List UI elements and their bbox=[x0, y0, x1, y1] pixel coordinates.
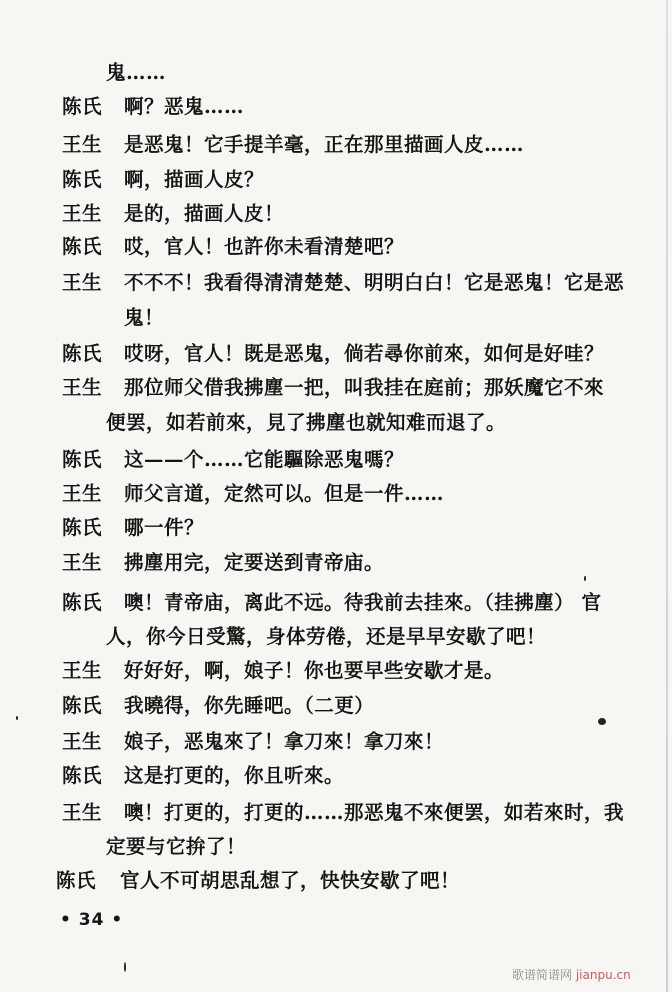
line-text: 噢！青帝庙，离此不远。待我前去挂來。（挂拂塵） 官 bbox=[124, 591, 602, 614]
speaker-name: 陈氏 bbox=[62, 448, 103, 471]
dialogue-line bbox=[0, 477, 672, 511]
dialogue-line bbox=[0, 689, 672, 723]
line-text: 哎，官人！也許你未看清楚吧？ bbox=[124, 235, 405, 258]
speaker-name: 陈氏 bbox=[62, 694, 103, 717]
dialogue-line bbox=[0, 443, 672, 477]
speaker-name: 王生 bbox=[62, 659, 103, 682]
dialogue-line bbox=[0, 56, 672, 90]
speaker-name: 陈氏 bbox=[62, 591, 103, 614]
dialogue-line bbox=[0, 654, 672, 688]
watermark-url: jianpu.cn bbox=[575, 968, 631, 982]
watermark bbox=[512, 966, 631, 983]
line-text: 鬼…… bbox=[106, 61, 167, 84]
dialogue-line bbox=[0, 371, 672, 405]
line-text: 啊？恶鬼…… bbox=[124, 95, 245, 118]
line-text: 官人不可胡思乱想了，快快安歇了吧！ bbox=[120, 869, 461, 892]
line-text: 娘子，恶鬼來了！拿刀來！拿刀來！ bbox=[124, 730, 445, 753]
dialogue-line bbox=[0, 511, 672, 545]
line-text: 拂塵用完，定要送到青帝庙。 bbox=[124, 551, 385, 574]
line-text: 是的，描画人皮！ bbox=[124, 202, 285, 225]
dialogue-line bbox=[0, 406, 672, 440]
line-text: 那位师父借我拂塵一把，叫我挂在庭前；那妖魔它不來 bbox=[124, 376, 605, 399]
dialogue-line bbox=[0, 301, 672, 335]
dialogue-line bbox=[0, 796, 672, 830]
speaker-name: 陈氏 bbox=[62, 95, 103, 118]
watermark-site: 歌谱简谱网 bbox=[512, 968, 573, 982]
dialogue-line bbox=[0, 864, 672, 898]
line-text: 这——个……它能驅除恶鬼嗎？ bbox=[124, 448, 405, 471]
speaker-name: 陈氏 bbox=[62, 342, 103, 365]
dialogue-line bbox=[0, 197, 672, 231]
line-text: 便罢，如若前來，見了拂塵也就知难而退了。 bbox=[106, 411, 507, 434]
dialogue-line bbox=[0, 163, 672, 197]
speaker-name: 陈氏 bbox=[62, 516, 103, 539]
ink-speck bbox=[124, 962, 126, 972]
speaker-name: 陈氏 bbox=[56, 869, 97, 892]
dialogue-line bbox=[0, 620, 672, 654]
speaker-name: 王生 bbox=[62, 801, 103, 824]
dialogue-line bbox=[0, 337, 672, 371]
dialogue-line bbox=[0, 266, 672, 300]
ink-speck bbox=[598, 718, 606, 725]
speaker-name: 王生 bbox=[62, 730, 103, 753]
dialogue-line bbox=[0, 759, 672, 793]
speaker-name: 王生 bbox=[62, 482, 103, 505]
dialogue-line bbox=[0, 230, 672, 264]
dialogue-line bbox=[0, 546, 672, 580]
dialogue-line bbox=[0, 586, 672, 620]
speaker-name: 王生 bbox=[62, 202, 103, 225]
page-edge bbox=[666, 0, 668, 992]
speaker-name: 王生 bbox=[62, 376, 103, 399]
ink-speck bbox=[584, 576, 586, 581]
speaker-name: 陈氏 bbox=[62, 235, 103, 258]
speaker-name: 王生 bbox=[62, 551, 103, 574]
line-text: 师父言道，定然可以。但是一件…… bbox=[124, 482, 445, 505]
dialogue-line bbox=[0, 90, 672, 124]
dialogue-line bbox=[0, 128, 672, 162]
line-text: 人，你今日受驚，身体劳倦，还是早早安歇了吧！ bbox=[106, 625, 547, 648]
ink-speck bbox=[16, 716, 18, 720]
dialogue-line bbox=[0, 725, 672, 759]
dialogue-line bbox=[0, 830, 672, 864]
line-text: 哪一件？ bbox=[124, 516, 205, 539]
line-text: 这是打更的，你且听來。 bbox=[124, 764, 345, 787]
line-text: 好好好，啊，娘子！你也要早些安歇才是。 bbox=[124, 659, 505, 682]
line-text: 我曉得，你先睡吧。（二更） bbox=[124, 694, 375, 717]
speaker-name: 陈氏 bbox=[62, 168, 103, 191]
line-text: 啊，描画人皮？ bbox=[124, 168, 265, 191]
line-text: 鬼！ bbox=[124, 306, 165, 329]
speaker-name: 陈氏 bbox=[62, 764, 103, 787]
line-text: 定要与它拚了！ bbox=[106, 835, 247, 858]
speaker-name: 王生 bbox=[62, 133, 103, 156]
line-text: 哎呀，官人！既是恶鬼，倘若尋你前來，如何是好哇？ bbox=[124, 342, 605, 365]
page-number: • 34 • bbox=[60, 910, 124, 930]
line-text: 是恶鬼！它手提羊毫，正在那里描画人皮…… bbox=[124, 133, 525, 156]
line-text: 不不不！我看得清清楚楚、明明白白！它是恶鬼！它是恶 bbox=[124, 271, 625, 294]
line-text: 噢！打更的，打更的……那恶鬼不來便罢，如若來时，我 bbox=[124, 801, 625, 824]
speaker-name: 王生 bbox=[62, 271, 103, 294]
